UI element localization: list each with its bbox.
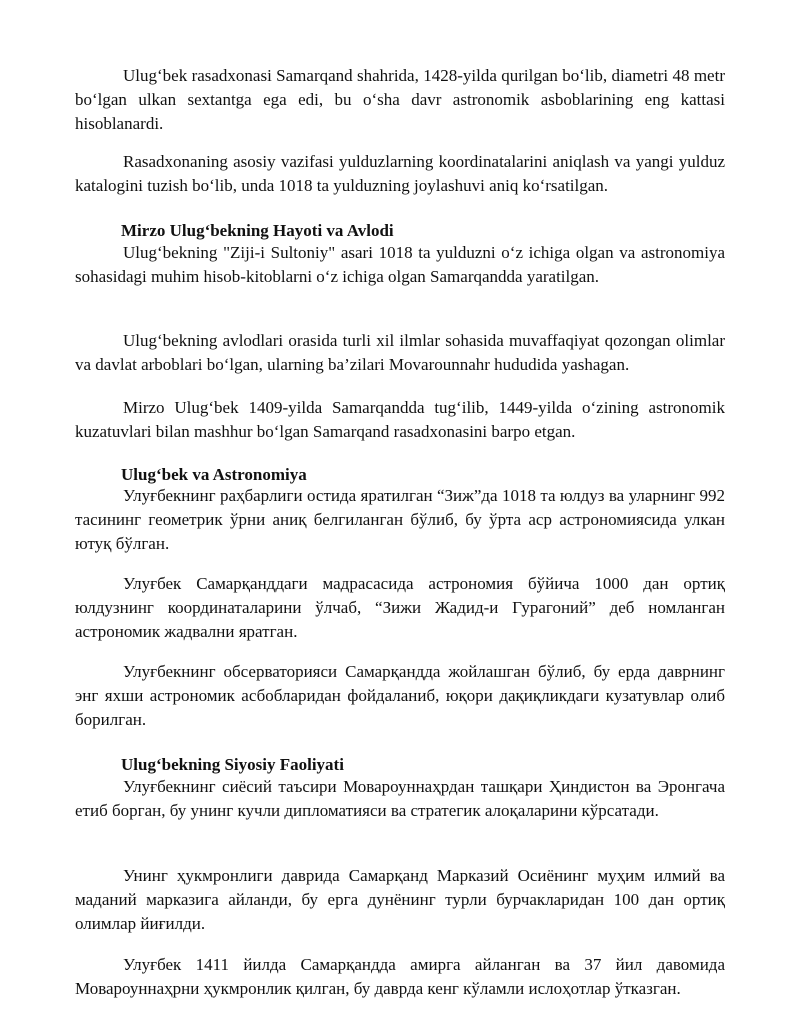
section-heading-astronomy: Ulug‘bek va Astronomiya: [121, 465, 307, 484]
paragraph-observatory-intro: Ulug‘bek rasadxonasi Samarqand shahrida, 1428-yilda qurilgan bo‘lib, diametri 48 metr bo‘lgan ulkan sextantga ega edi, bu o‘sha davr astronomik asboblarining eng kattasi hisoblanardi.: [75, 66, 725, 133]
paragraph-life-1: Ulug‘bekning "Ziji-i Sultoniy" asari 1018 ta yulduzni o‘z ichiga olgan va astronomiya sohasidagi muhim hisob-kitoblarni o‘z ichiga olgan Samarqandda yaratilgan.: [75, 243, 725, 286]
paragraph-politics-3: Улуғбек 1411 йилда Самарқандда амирга айланган ва 37 йил давомида Мовароуннаҳрни ҳукмронлик қилган, бу даврда кенг кўламли ислоҳотлар ўтказган.: [75, 955, 725, 998]
paragraph-politics-1: Улуғбекнинг сиёсий таъсири Мовароуннаҳрдан ташқари Ҳиндистон ва Эронгача етиб борган, бу унинг кучли дипломатияси ва стратегик алоқаларини кўрсатади.: [75, 777, 725, 820]
section-heading-life: Mirzo Ulug‘bekning Hayoti va Avlodi: [121, 221, 394, 240]
paragraph-politics-2: Унинг ҳукмронлиги даврида Самарқанд Марказий Осиёнинг муҳим илмий ва маданий марказига айланди, бу ерга дунёнинг турли бурчакларидан 100 дан ортиқ олимлар йиғилди.: [75, 866, 725, 933]
paragraph-life-2: Ulug‘bekning avlodlari orasida turli xil ilmlar sohasida muvaffaqiyat qozongan olimlar va davlat arboblari bo‘lgan, ularning ba’zilari Movarounnahr hududida yashagan.: [75, 331, 725, 374]
paragraph-life-3: Mirzo Ulug‘bek 1409-yilda Samarqandda tug‘ilib, 1449-yilda o‘zining astronomik kuzatuvlari bilan mashhur bo‘lgan Samarqand rasadxonasini barpo etgan.: [75, 398, 725, 441]
section-heading-politics: Ulug‘bekning Siyosiy Faoliyati: [121, 755, 344, 774]
paragraph-astronomy-2: Улуғбек Самарқанддаги мадрасасида астрономия бўйича 1000 дан ортиқ юлдузнинг координаталарини ўлчаб, “Зижи Жадид-и Гурагоний” деб номланган астрономик жадвални яратган.: [75, 574, 725, 641]
paragraph-astronomy-3: Улуғбекнинг обсерваторияси Самарқандда жойлашган бўлиб, бу ерда даврнинг энг яхши астрономик асбобларидан фойдаланиб, юқори дақиқликдаги кузатувлар олиб борилган.: [75, 662, 725, 729]
paragraph-astronomy-1: Улуғбекнинг раҳбарлиги остида яратилган “Зиж”да 1018 та юлдуз ва уларнинг 992 тасининг геометрик ўрни аниқ белгиланган бўлиб, бу ўрта аср астрономиясида улкан ютуқ бўлган.: [75, 486, 725, 553]
paragraph-observatory-purpose: Rasadxonaning asosiy vazifasi yulduzlarning koordinatalarini aniqlash va yangi yulduz katalogini tuzish bo‘lib, unda 1018 ta yulduzning joylashuvi aniq ko‘rsatilgan.: [75, 152, 725, 195]
